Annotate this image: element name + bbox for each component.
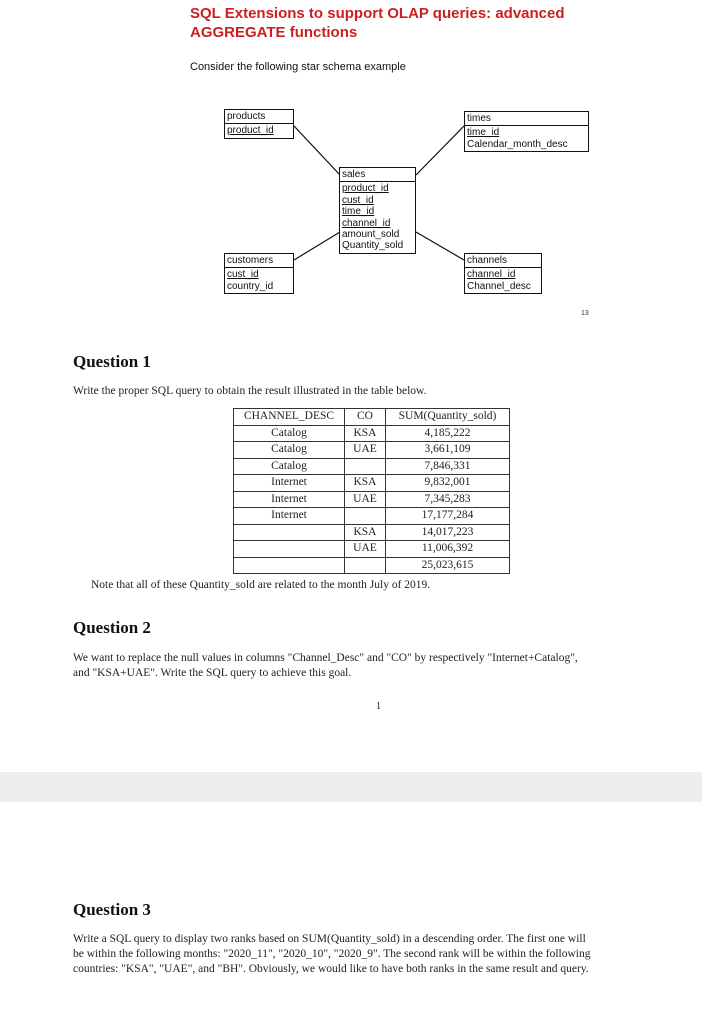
question-3-heading: Question 3 [73,900,151,919]
entity-channels-field: channel_id [467,269,516,281]
table-cell: 25,023,615 [386,557,510,574]
entity-customers [224,253,294,294]
line-channels-sales [416,232,464,260]
table-header-cell: CO [345,409,386,426]
entity-sales-field: time_id [342,206,375,218]
table-cell: Catalog [234,458,345,475]
entity-sales-field: product_id [342,183,389,195]
entity-products-field: product_id [227,125,274,137]
entity-customers-field: cust_id [227,269,259,281]
table-row [234,458,510,475]
table-row [234,541,510,558]
table-cell: UAE [345,442,386,459]
table-cell [345,458,386,475]
table-row [234,425,510,442]
line-products-sales [294,126,340,175]
line-customers-sales [294,232,340,260]
table-cell: 3,661,109 [386,442,510,459]
entity-channels-name: channels [464,253,542,268]
question-2-heading: Question 2 [73,618,151,637]
table-cell: Catalog [234,425,345,442]
table-row [234,524,510,541]
entity-times [464,111,589,152]
table-row [234,442,510,459]
entity-sales-field: amount_sold [342,229,400,241]
slide-subtitle: Consider the following star schema example [190,61,406,73]
table-cell: KSA [345,524,386,541]
table-cell: Catalog [234,442,345,459]
results-table [233,408,510,574]
table-cell: 11,006,392 [386,541,510,558]
entity-sales-field: channel_id [342,217,391,229]
entity-times-field: Calendar_month_desc [467,138,568,150]
table-cell: UAE [345,541,386,558]
table-cell: 4,185,222 [386,425,510,442]
entity-sales-field: cust_id [342,194,374,206]
line-times-sales [416,126,464,175]
table-row [234,491,510,508]
table-row [234,557,510,574]
entity-sales-field: Quantity_sold [342,240,404,252]
table-cell: Internet [234,508,345,525]
entity-products-name: products [224,109,294,124]
table-cell [234,557,345,574]
question-1-heading: Question 1 [73,352,151,371]
entity-times-field: time_id [467,127,500,139]
slide-number: 13 [581,310,589,317]
question-1-note: Note that all of these Quantity_sold are related to the month July of 2019. [91,579,431,591]
question-1-text: Write the proper SQL query to obtain the result illustrated in the table below. [73,385,427,397]
entity-products [224,109,294,139]
entity-channels-field: Channel_desc [467,280,531,292]
question-3-text-line-2: be within the following months: "2020_11", "2020_10", "2020_9". The second rank will be within the following [73,948,591,960]
table-cell: 17,177,284 [386,508,510,525]
entity-sales-name: sales [339,167,416,182]
slide-title-line-2: AGGREGATE functions [190,24,358,41]
table-cell: 9,832,001 [386,475,510,492]
table-cell: KSA [345,475,386,492]
page-number: 1 [376,701,381,712]
page-2 [0,802,702,1024]
table-cell [345,508,386,525]
entity-channels [464,253,542,294]
entity-customers-name: customers [224,253,294,268]
table-cell: Internet [234,491,345,508]
question-2-text-line-2: and "KSA+UAE". Write the SQL query to achieve this goal. [73,667,352,679]
table-cell: Internet [234,475,345,492]
table-cell: 7,345,283 [386,491,510,508]
entity-customers-field: country_id [227,280,274,292]
question-2-text-line-1: We want to replace the null values in columns "Channel_Desc" and "CO" by respectively "Internet+Catalog", [73,652,578,664]
table-cell [345,557,386,574]
question-3-text-line-3: countries: "KSA", "UAE", and "BH". Obviously, we would like to have both ranks in the same result and query. [73,963,589,975]
table-cell [234,524,345,541]
table-row [234,508,510,525]
results-table-header-row [234,409,510,426]
question-3-text-line-1: Write a SQL query to display two ranks based on SUM(Quantity_sold) in a descending order. The first one will [73,933,586,945]
table-header-cell: CHANNEL_DESC [234,409,345,426]
entity-sales [339,167,416,254]
table-header-cell: SUM(Quantity_sold) [386,409,510,426]
table-cell: 7,846,331 [386,458,510,475]
table-cell: KSA [345,425,386,442]
table-row [234,475,510,492]
table-cell: 14,017,223 [386,524,510,541]
slide-title-line-1: SQL Extensions to support OLAP queries: advanced [190,5,565,22]
table-cell: UAE [345,491,386,508]
table-cell [234,541,345,558]
entity-times-name: times [464,111,589,126]
